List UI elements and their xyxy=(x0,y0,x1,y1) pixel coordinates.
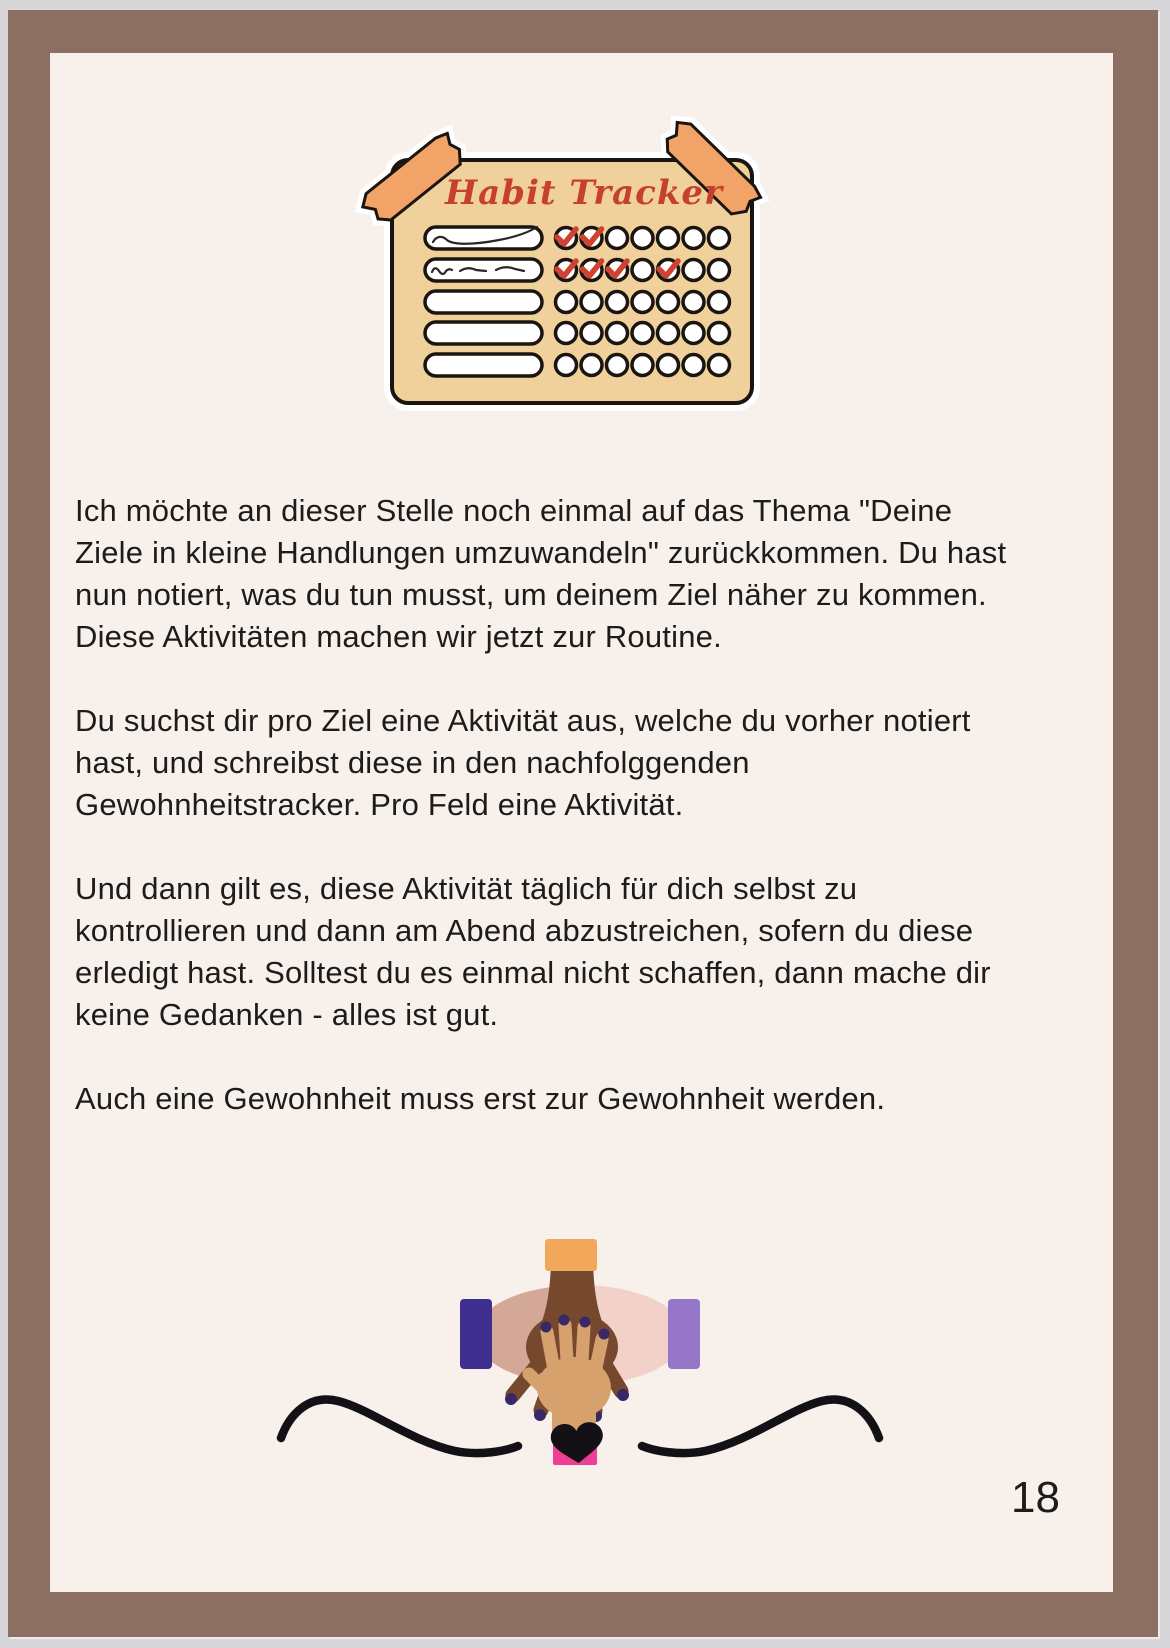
text-line: Gewohnheitstracker. Pro Feld eine Aktivität. xyxy=(75,787,684,822)
tracker-circle xyxy=(607,355,628,376)
text-line: Und dann gilt es, diese Aktivität täglich für dich selbst zu xyxy=(75,871,858,906)
hands-together-illustration xyxy=(250,1175,910,1465)
text-line: Auch eine Gewohnheit muss erst zur Gewohnheit werden. xyxy=(75,1081,886,1116)
text-line: hast, und schreibst diese in den nachfolggenden xyxy=(75,745,750,780)
tracker-circle xyxy=(709,292,730,313)
page-number: 18 xyxy=(1011,1473,1060,1522)
tracker-circle xyxy=(683,260,704,281)
tracker-circle xyxy=(683,292,704,313)
tracker-circle xyxy=(581,323,602,344)
body-text xyxy=(75,490,1100,1162)
habit-name-field xyxy=(425,322,542,344)
text-line: Ich möchte an dieser Stelle noch einmal auf das Thema "Deine xyxy=(75,493,953,528)
tracker-circle xyxy=(632,292,653,313)
tracker-circle xyxy=(658,355,679,376)
tracker-circle xyxy=(683,323,704,344)
tracker-circle xyxy=(607,228,628,249)
tracker-circle xyxy=(709,228,730,249)
tracker-circle xyxy=(632,323,653,344)
tracker-circle xyxy=(581,292,602,313)
paper xyxy=(50,53,1113,1592)
tracker-circle xyxy=(607,323,628,344)
paragraph xyxy=(75,490,1100,658)
tracker-circle xyxy=(632,355,653,376)
tracker-circle xyxy=(658,323,679,344)
tracker-circle xyxy=(632,228,653,249)
top-cuff xyxy=(545,1239,597,1271)
text-line: nun notiert, was du tun musst, um deinem Ziel näher zu kommen. xyxy=(75,577,987,612)
tracker-circle xyxy=(709,355,730,376)
tracker-circle xyxy=(632,260,653,281)
habit-tracker-sticker xyxy=(340,100,770,420)
sticker-title: Habit Tracker xyxy=(445,173,723,213)
left-cuff xyxy=(460,1299,492,1369)
tracker-circle xyxy=(658,292,679,313)
tracker-circle xyxy=(556,323,577,344)
tracker-circle xyxy=(683,355,704,376)
tracker-circle xyxy=(581,355,602,376)
text-line: Du suchst dir pro Ziel eine Aktivität aus, welche du vorher notiert xyxy=(75,703,971,738)
tracker-circle xyxy=(683,228,704,249)
swoosh-right xyxy=(642,1400,879,1454)
tracker-circle xyxy=(709,260,730,281)
right-cuff xyxy=(668,1299,700,1369)
paragraph xyxy=(75,1078,1100,1120)
habit-name-field xyxy=(425,354,542,376)
tracker-circle xyxy=(607,292,628,313)
tracker-circle xyxy=(658,228,679,249)
habit-name-field xyxy=(425,291,542,313)
text-line: Diese Aktivitäten machen wir jetzt zur Routine. xyxy=(75,619,722,654)
tracker-circle xyxy=(556,355,577,376)
text-line: Ziele in kleine Handlungen umzuwandeln" zurückkommen. Du hast xyxy=(75,535,1007,570)
tracker-circle xyxy=(556,292,577,313)
bottom-hand xyxy=(529,1315,611,1444)
paragraph xyxy=(75,868,1100,1036)
text-line: erledigt hast. Solltest du es einmal nicht schaffen, dann mache dir xyxy=(75,955,991,990)
page-frame xyxy=(8,10,1158,1637)
text-line: kontrollieren und dann am Abend abzustreichen, sofern du diese xyxy=(75,913,974,948)
tracker-circle xyxy=(709,323,730,344)
text-line: keine Gedanken - alles ist gut. xyxy=(75,997,499,1032)
swoosh-left xyxy=(281,1400,518,1454)
paragraph xyxy=(75,700,1100,826)
